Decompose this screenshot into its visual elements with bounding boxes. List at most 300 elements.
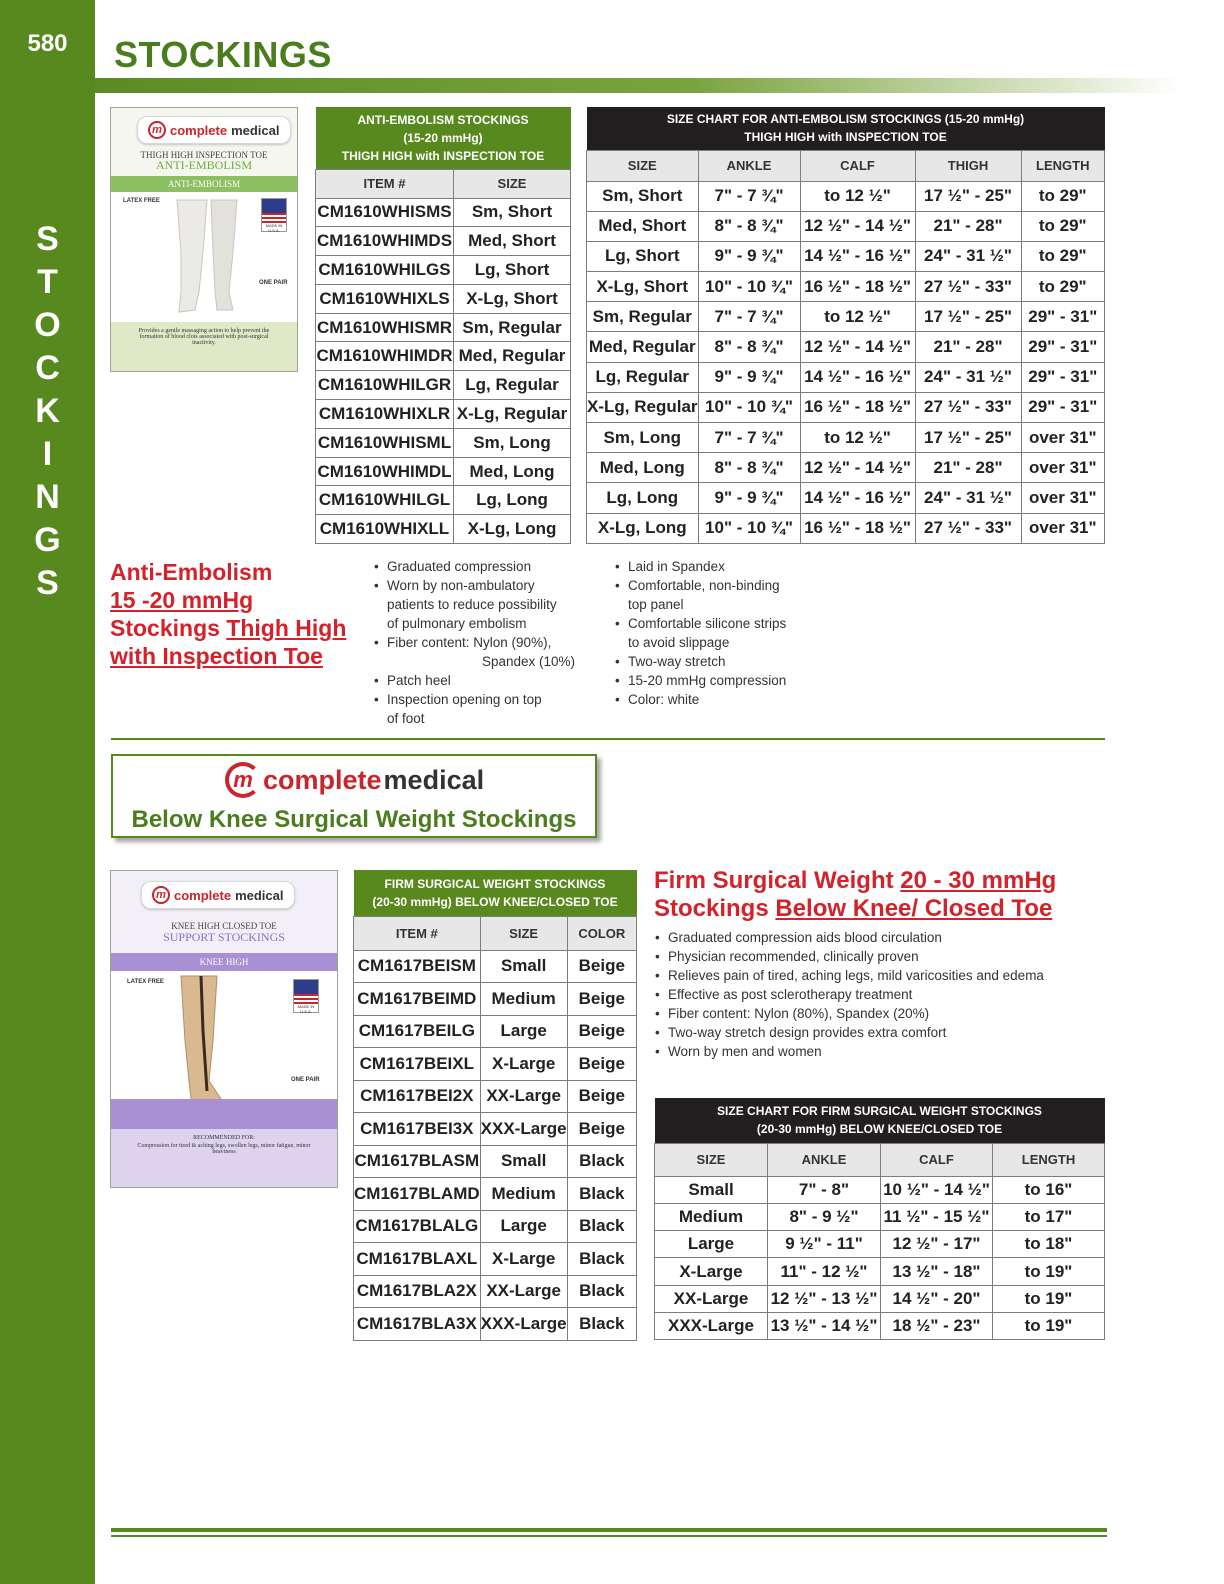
side-letter: C [35,349,60,387]
brand-mark-icon: m [152,886,170,904]
item-color: Black [567,1178,636,1211]
one-pair-label: ONE PAIR [259,280,288,286]
calf-cell: 16 ½" - 18 ½" [800,513,915,543]
item-size: XX-Large [480,1275,567,1308]
length-cell: to 29" [1021,241,1104,271]
brand-text: complete [174,887,232,903]
list-item [374,633,604,671]
size-cell: Sm, Short [587,181,699,211]
bullet-text: • Comfortable silicone strips [628,616,787,631]
table-row [587,211,1105,241]
table-row [316,400,571,429]
bullet-text: Worn by men and women [668,1044,822,1059]
calf-cell: 13 ½" - 18" [881,1258,993,1285]
brand-text: medical [231,122,280,138]
ankle-cell: 8" - 8 ¾" [698,453,800,483]
length-cell: to 19" [993,1285,1105,1312]
table-row [354,950,637,983]
calf-cell: 16 ½" - 18 ½" [800,392,915,422]
item-number: CM1617BLAXL [354,1243,481,1276]
anti-embolism-size-chart [586,107,1105,544]
bullet-text: • Inspection opening on top [387,692,542,707]
made-in-usa-label: MADE IN U.S.A. [265,223,283,233]
caption-line: (15-20 mmHg) [403,130,483,145]
item-number: CM1617BEISM [354,950,481,983]
item-color: Beige [567,1048,636,1081]
thigh-cell: 21" - 28" [915,453,1021,483]
section-divider [111,738,1105,740]
brand-text: complete [263,764,382,795]
column-header: ANKLE [768,1143,881,1176]
thigh-cell: 17 ½" - 25" [915,302,1021,332]
item-number: CM1610WHILGR [316,371,454,400]
calf-cell: 12 ½" - 14 ½" [800,453,915,483]
calf-cell: 12 ½" - 14 ½" [800,332,915,362]
heading-segment: Below Knee/ Closed Toe [775,895,1053,922]
ankle-cell: 10" - 10 ¾" [698,513,800,543]
item-number: CM1610WHIMDL [316,457,454,486]
list-item [655,947,1105,966]
bullet-text: • Worn by non-ambulatory [387,578,535,593]
vertical-section-label [0,218,95,605]
item-color: Beige [567,950,636,983]
thigh-cell: 27 ½" - 33" [915,392,1021,422]
package-line1: THIGH HIGH INSPECTION TOE [140,150,268,160]
caption-line: THIGH HIGH with INSPECTION TOE [744,130,947,145]
length-cell: 29" - 31" [1021,392,1104,422]
column-header: SIZE [480,916,567,950]
list-item [655,1004,1105,1023]
column-header: CALF [881,1143,993,1176]
heading-line [654,867,1056,895]
table-row [316,486,571,515]
length-cell: to 29" [1021,181,1104,211]
package-band: KNEE HIGH [111,953,337,971]
size-cell: Med, Short [587,211,699,241]
side-letter: T [37,263,58,301]
table-row [655,1312,1105,1339]
size-cell: XX-Large [655,1285,768,1312]
item-color: Black [567,1243,636,1276]
table-row [316,256,571,285]
list-item [615,652,845,671]
bullet-text: Laid in Spandex [628,559,725,574]
table-row [316,515,571,544]
table-row [354,1080,637,1113]
item-size: Sm, Regular [454,313,571,342]
length-cell: 29" - 31" [1021,362,1104,392]
item-number: CM1617BLA3X [354,1308,481,1341]
item-number: CM1617BLA2X [354,1275,481,1308]
length-cell: over 31" [1021,483,1104,513]
column-header: SIZE [587,150,699,181]
usa-flag-icon [293,979,319,1013]
item-number: CM1617BEI3X [354,1113,481,1146]
page-title: STOCKINGS [114,34,332,75]
bullet-text: Two-way stretch design provides extra comfort [668,1025,947,1040]
side-letter: G [34,521,61,559]
surgical-item-table [353,870,637,1341]
heading-line [110,614,346,642]
length-cell: over 31" [1021,513,1104,543]
item-size: XXX-Large [480,1308,567,1341]
item-color: Beige [567,1015,636,1048]
item-size: X-Lg, Long [454,515,571,544]
bullet-text: Relieves pain of tired, aching legs, mild varicosities and edema [668,968,1044,983]
length-cell: over 31" [1021,453,1104,483]
table-row [316,198,571,227]
caption-line: (20-30 mmHg) BELOW KNEE/CLOSED TOE [756,1122,1003,1137]
package-line2: SUPPORT STOCKINGS [163,930,285,944]
brand-banner [111,754,597,838]
item-color: Beige [567,1113,636,1146]
bullet-text: top panel [628,597,684,612]
footer-rule [111,1535,1107,1537]
brand-mark-icon: m [225,762,261,798]
size-cell: Sm, Regular [587,302,699,332]
table-row [655,1203,1105,1230]
list-item [374,690,604,728]
thigh-cell: 27 ½" - 33" [915,513,1021,543]
table-row [354,1308,637,1341]
bullet-text: Fiber content: Nylon (80%), Spandex (20%) [668,1006,930,1021]
size-cell: X-Lg, Regular [587,392,699,422]
heading-line: 15 -20 mmHg [110,587,254,613]
product-package-thigh-high [110,107,298,372]
bullet-text: 15-20 mmHg compression [628,673,787,688]
bullet-text: to avoid slippage [628,635,730,650]
list-item [655,985,1105,1004]
thigh-cell: 17 ½" - 25" [915,423,1021,453]
item-number: CM1610WHISMR [316,313,454,342]
table-caption [587,107,1105,150]
item-color: Black [567,1308,636,1341]
item-size: Large [480,1210,567,1243]
length-cell: to 18" [993,1231,1105,1258]
table-row [316,313,571,342]
side-letter: S [36,564,59,602]
thigh-cell: 21" - 28" [915,211,1021,241]
table-row [354,1145,637,1178]
anti-embolism-features-right [615,557,845,709]
calf-cell: 16 ½" - 18 ½" [800,272,915,302]
table-row [316,457,571,486]
length-cell: to 16" [993,1176,1105,1203]
list-item [615,671,845,690]
item-number: CM1617BLASM [354,1145,481,1178]
package-stripe [111,1099,338,1129]
item-color: Black [567,1210,636,1243]
ankle-cell: 7" - 7 ¾" [698,181,800,211]
table-row [587,332,1105,362]
table-row [354,983,637,1016]
thigh-cell: 27 ½" - 33" [915,272,1021,302]
calf-cell: 10 ½" - 14 ½" [881,1176,993,1203]
table-caption [354,870,637,916]
column-header: THIGH [915,150,1021,181]
size-cell: X-Lg, Short [587,272,699,302]
item-color: Beige [567,1080,636,1113]
size-cell: Med, Long [587,453,699,483]
calf-cell: 14 ½" - 16 ½" [800,362,915,392]
heading-line: with Inspection Toe [110,643,323,669]
usa-flag-icon [261,198,287,232]
item-size: Sm, Short [454,198,571,227]
made-in-usa-label: MADE IN U.S.A. [297,1004,315,1014]
bullet-text: of pulmonary embolism [387,616,527,631]
ankle-cell: 12 ½" - 13 ½" [768,1285,881,1312]
ankle-cell: 9" - 9 ¾" [698,362,800,392]
table-row [354,1243,637,1276]
item-number: CM1610WHISMS [316,198,454,227]
ankle-cell: 8" - 9 ½" [768,1203,881,1230]
length-cell: to 29" [1021,211,1104,241]
item-number: CM1617BEIXL [354,1048,481,1081]
page-number: 580 [27,30,68,57]
table-row [655,1176,1105,1203]
item-color: Black [567,1275,636,1308]
item-size: Medium [480,983,567,1016]
item-size: XXX-Large [480,1113,567,1146]
package-brand-logo [141,881,295,909]
thigh-cell: 24" - 31 ½" [915,241,1021,271]
size-cell: XXX-Large [655,1312,768,1339]
list-item [374,671,604,690]
table-caption [655,1098,1105,1143]
ankle-cell: 8" - 8 ¾" [698,211,800,241]
item-color: Beige [567,983,636,1016]
list-item [615,690,845,709]
footer-rule [111,1528,1107,1532]
column-header: COLOR [567,916,636,950]
table-row [587,423,1105,453]
bullet-text: Physician recommended, clinically proven [668,949,919,964]
column-header: SIZE [454,169,571,198]
size-cell: Sm, Long [587,423,699,453]
column-header: ITEM # [316,169,454,198]
list-item [374,576,604,633]
anti-embolism-heading [110,558,346,670]
calf-cell: to 12 ½" [800,423,915,453]
anti-embolism-item-table [315,107,571,544]
list-item [374,557,604,576]
item-size: Sm, Long [454,428,571,457]
table-row [587,392,1105,422]
list-item [655,1042,1105,1061]
length-cell: over 31" [1021,423,1104,453]
caption-line: SIZE CHART FOR FIRM SURGICAL WEIGHT STOCKINGS [717,1104,1042,1119]
length-cell: to 17" [993,1203,1105,1230]
item-number: CM1617BLAMD [354,1178,481,1211]
table-row [354,1048,637,1081]
thigh-cell: 17 ½" - 25" [915,181,1021,211]
size-cell: Large [655,1231,768,1258]
list-item [655,966,1105,985]
ankle-cell: 7" - 7 ¾" [698,302,800,332]
bullet-text: Graduated compression aids blood circulation [668,930,942,945]
package-line2: ANTI-EMBOLISM [156,158,252,172]
list-item [615,557,845,576]
size-cell: X-Lg, Long [587,513,699,543]
latex-free-label: LATEX FREE [123,198,160,204]
item-size: Lg, Long [454,486,571,515]
product-package-knee-high [110,870,338,1188]
item-size: X-Lg, Short [454,284,571,313]
bullet-text: • Fiber content: Nylon (90%), [387,635,552,650]
item-number: CM1617BEIMD [354,983,481,1016]
caption-line: FIRM SURGICAL WEIGHT STOCKINGS [384,876,606,891]
ankle-cell: 13 ½" - 14 ½" [768,1312,881,1339]
item-size: Med, Regular [454,342,571,371]
caption-line: ANTI-EMBOLISM STOCKINGS [357,112,529,127]
table-row [354,1113,637,1146]
table-row [316,342,571,371]
item-number: CM1610WHIXLR [316,400,454,429]
size-cell: Med, Regular [587,332,699,362]
table-row [316,284,571,313]
list-item [655,928,1105,947]
bullet-text: Graduated compression [387,559,532,574]
column-header: LENGTH [993,1143,1105,1176]
heading-segment: 20 - 30 mmHg [900,867,1057,894]
item-number: CM1610WHIMDR [316,342,454,371]
bullet-text: of foot [387,711,425,726]
table-row [587,241,1105,271]
column-header: LENGTH [1021,150,1104,181]
calf-cell: 12 ½" - 14 ½" [800,211,915,241]
table-row [316,428,571,457]
thigh-cell: 24" - 31 ½" [915,362,1021,392]
length-cell: to 29" [1021,272,1104,302]
calf-cell: 11 ½" - 15 ½" [881,1203,993,1230]
table-row [587,483,1105,513]
ankle-cell: 7" - 7 ¾" [698,423,800,453]
item-number: CM1617BEILG [354,1015,481,1048]
one-pair-label: ONE PAIR [291,1077,320,1083]
surgical-features [655,928,1105,1061]
package-brand-logo [137,116,291,144]
side-letter: S [36,220,59,258]
table-row [587,272,1105,302]
item-size: Small [480,950,567,983]
column-header: SIZE [655,1143,768,1176]
anti-embolism-features-left [374,557,604,728]
item-number: CM1617BLALG [354,1210,481,1243]
side-letter: K [35,392,60,430]
side-letter: I [42,435,53,473]
bullet-text: Patch heel [387,673,451,688]
calf-cell: 18 ½" - 23" [881,1312,993,1339]
column-header: ITEM # [354,916,481,950]
item-number: CM1610WHILGS [316,256,454,285]
size-cell: Lg, Regular [587,362,699,392]
package-footer-text: Provides a gentle massaging action to help prevent the formation of blood clots associated with post-surgical inactivity. [138,328,270,346]
bullet-text: Effective as post sclerotherapy treatment [668,987,913,1002]
table-row [354,1210,637,1243]
table-row [354,1275,637,1308]
bullet-text: Two-way stretch [628,654,726,669]
package-line1: KNEE HIGH CLOSED TOE [171,921,277,931]
surgical-size-chart [654,1098,1105,1340]
bullet-text: patients to reduce possibility [387,597,557,612]
table-row [587,302,1105,332]
caption-line: SIZE CHART FOR ANTI-EMBOLISM STOCKINGS (15-20 mmHg) [666,112,1025,127]
brand-text: complete [170,122,228,138]
heading-line: Anti-Embolism [110,559,273,585]
length-cell: 29" - 31" [1021,332,1104,362]
ankle-cell: 9" - 9 ¾" [698,241,800,271]
package-footer-text: Compression for tired & aching legs, swollen legs, minor fatigue, minor heaviness [137,1143,311,1155]
item-number: CM1610WHISML [316,428,454,457]
list-item [615,614,845,652]
thigh-cell: 24" - 31 ½" [915,483,1021,513]
length-cell: to 19" [993,1312,1105,1339]
item-size: Large [480,1015,567,1048]
column-header: CALF [800,150,915,181]
package-band: ANTI-EMBOLISM [111,176,297,192]
table-row [587,362,1105,392]
table-row [316,227,571,256]
brand-mark-icon: m [148,121,166,139]
table-row [587,513,1105,543]
item-color: Black [567,1145,636,1178]
calf-cell: 14 ½" - 16 ½" [800,483,915,513]
side-letter: N [35,478,60,516]
item-size: X-Large [480,1048,567,1081]
item-size: X-Large [480,1243,567,1276]
ankle-cell: 9" - 9 ¾" [698,483,800,513]
thigh-cell: 21" - 28" [915,332,1021,362]
surgical-heading [654,867,1056,923]
heading-segment: Firm Surgical Weight [654,867,901,894]
item-size: XX-Large [480,1080,567,1113]
brand-subtitle: Below Knee Surgical Weight Stockings [131,806,577,833]
calf-cell: to 12 ½" [800,302,915,332]
item-number: CM1617BEI2X [354,1080,481,1113]
item-number: CM1610WHILGL [316,486,454,515]
ankle-cell: 10" - 10 ¾" [698,272,800,302]
brand-text: medical [383,764,485,795]
heading-line [654,895,1056,923]
item-size: Small [480,1145,567,1178]
size-cell: Lg, Short [587,241,699,271]
table-caption [316,107,571,169]
ankle-cell: 11" - 12 ½" [768,1258,881,1285]
calf-cell: 14 ½" - 16 ½" [800,241,915,271]
item-size: Medium [480,1178,567,1211]
item-size: Med, Long [454,457,571,486]
side-letter: O [34,306,61,344]
table-row [655,1258,1105,1285]
heading-segment: Stockings [654,895,776,922]
calf-cell: to 12 ½" [800,181,915,211]
table-row [655,1231,1105,1258]
brand-text: medical [235,887,284,903]
table-row [587,453,1105,483]
calf-cell: 12 ½" - 17" [881,1231,993,1258]
heading-segment: Thigh High [226,615,347,641]
item-size: Lg, Regular [454,371,571,400]
title-gradient-bar [95,78,1180,93]
table-row [354,1015,637,1048]
calf-cell: 14 ½" - 20" [881,1285,993,1312]
caption-line: THIGH HIGH with INSPECTION TOE [341,148,545,163]
item-number: CM1610WHIMDS [316,227,454,256]
table-row [354,1178,637,1211]
latex-free-label: LATEX FREE [127,979,164,985]
package-recommended-label: RECOMMENDED FOR: [193,1135,255,1141]
length-cell: to 19" [993,1258,1105,1285]
